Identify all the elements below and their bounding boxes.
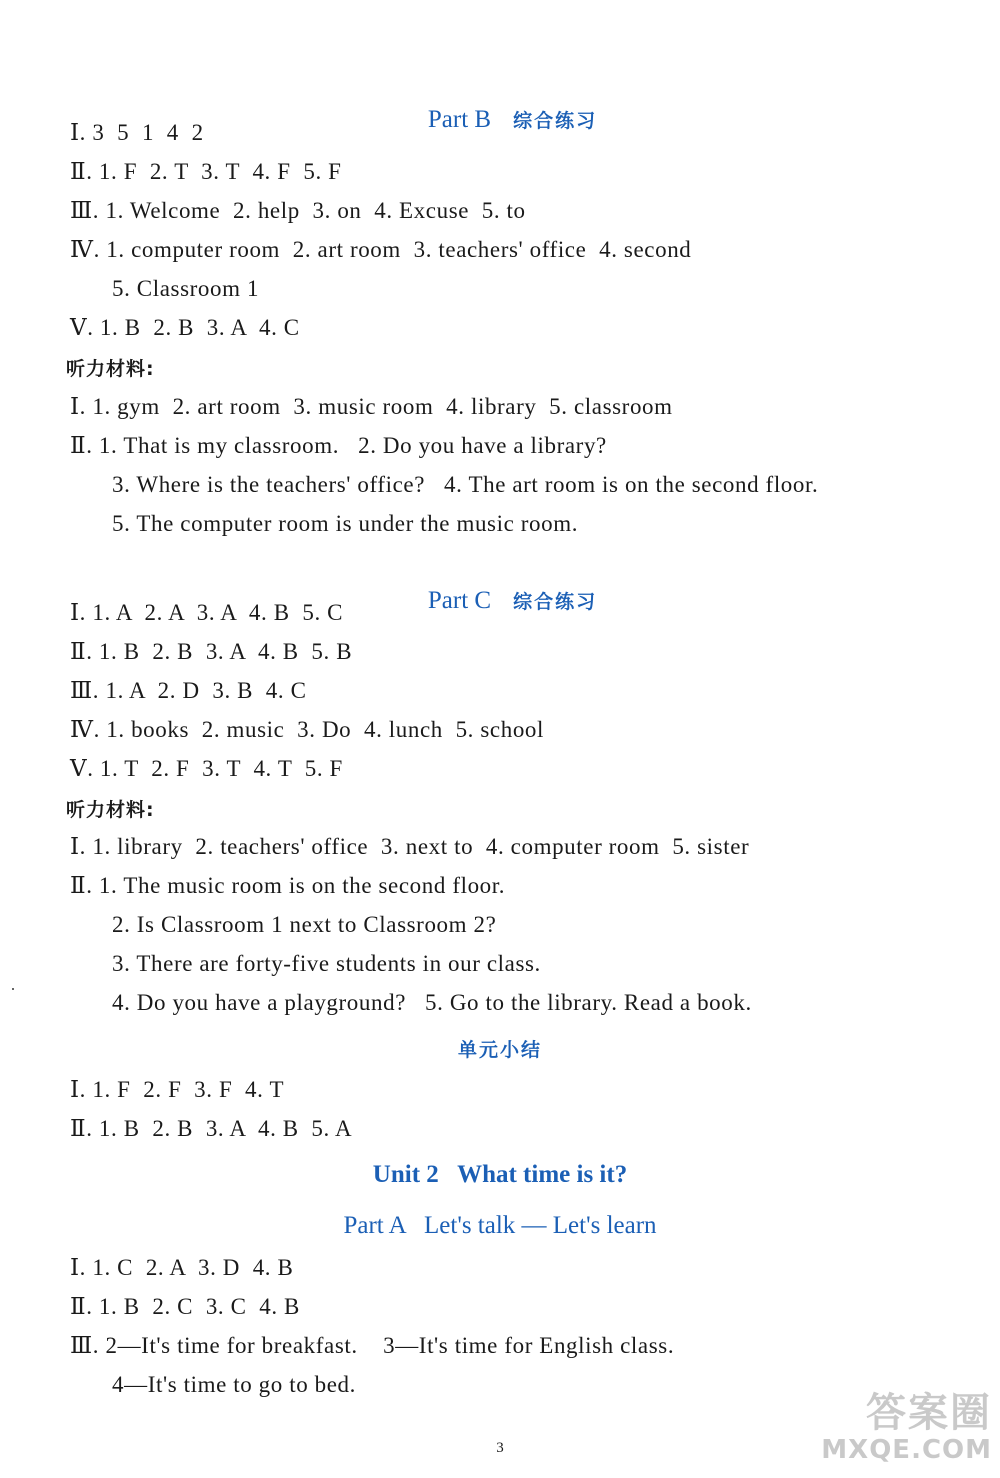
unit-2-answer-3: Ⅲ. 2—It's time for breakfast. 3—It's time for English class. (70, 1333, 675, 1358)
unit-2-answer-1: Ⅰ. 1. C 2. A 3. D 4. B (70, 1255, 294, 1280)
part-c-listening-1: Ⅰ. 1. library 2. teachers' office 3. next to 4. computer room 5. sister (70, 834, 750, 859)
unit-2-answer-2: Ⅱ. 1. B 2. C 3. C 4. B (70, 1294, 300, 1319)
summary-answer-1: Ⅰ. 1. F 2. F 3. F 4. T (70, 1077, 285, 1102)
summary-answer-2: Ⅱ. 1. B 2. B 3. A 4. B 5. A (70, 1116, 353, 1141)
watermark-logo-text: 答案圈 (866, 1390, 992, 1436)
part-c-answer-4: Ⅳ. 1. books 2. music 3. Do 4. lunch 5. school (70, 717, 545, 742)
watermark (792, 1390, 992, 1470)
part-c-answer-2: Ⅱ. 1. B 2. B 3. A 4. B 5. B (70, 639, 353, 664)
part-b-answer-3: Ⅲ. 1. Welcome 2. help 3. on 4. Excuse 5. to (70, 198, 526, 223)
part-c-answer-3: Ⅲ. 1. A 2. D 3. B 4. C (70, 678, 307, 703)
part-c-title: Part C (427, 587, 492, 614)
watermark-domain: MXQE.COM (821, 1435, 992, 1465)
part-b-answer-1: Ⅰ. 3 5 1 4 2 (70, 120, 204, 145)
part-c-listening-label: 听力材料: (66, 799, 155, 821)
part-b-listening-3: 3. Where is the teachers' office? 4. The art room is on the second floor. (112, 472, 819, 497)
part-b-listening-label: 听力材料: (66, 358, 155, 380)
part-c-listening-5: 4. Do you have a playground? 5. Go to the library. Read a book. (112, 990, 752, 1015)
part-b-listening-4: 5. The computer room is under the music room. (112, 511, 579, 536)
part-c-listening-3: 2. Is Classroom 1 next to Classroom 2? (112, 912, 497, 937)
unit-2-title: Unit 2 What time is it? (372, 1161, 628, 1188)
unit-2-answer-3-cont: 4—It's time to go to bed. (112, 1372, 357, 1397)
summary-heading: 单元小结 (457, 1039, 542, 1061)
part-b-listening-1: Ⅰ. 1. gym 2. art room 3. music room 4. library 5. classroom (70, 394, 673, 419)
part-c-answer-1: Ⅰ. 1. A 2. A 3. A 4. B 5. C (70, 600, 344, 625)
stray-mark (12, 988, 14, 990)
part-b-title: Part B (427, 106, 492, 133)
part-c-answer-5: Ⅴ. 1. T 2. F 3. T 4. T 5. F (70, 756, 343, 781)
part-c-listening-4: 3. There are forty-five students in our class. (112, 951, 541, 976)
part-b-listening-2: Ⅱ. 1. That is my classroom. 2. Do you have a library? (70, 433, 607, 458)
part-b-answer-5: Ⅴ. 1. B 2. B 3. A 4. C (70, 315, 300, 340)
part-b-answer-4-cont: 5. Classroom 1 (112, 276, 260, 301)
part-b-answer-2: Ⅱ. 1. F 2. T 3. T 4. F 5. F (70, 159, 342, 184)
unit-2-part-a-title: Part A Let's talk — Let's learn (343, 1212, 657, 1239)
part-b-answer-4: Ⅳ. 1. computer room 2. art room 3. teachers' office 4. second (70, 237, 692, 262)
part-c-subtitle: 综合练习 (513, 591, 598, 613)
part-c-listening-2: Ⅱ. 1. The music room is on the second floor. (70, 873, 506, 898)
page-number: 3 (496, 1440, 504, 1456)
part-b-subtitle: 综合练习 (513, 110, 598, 132)
